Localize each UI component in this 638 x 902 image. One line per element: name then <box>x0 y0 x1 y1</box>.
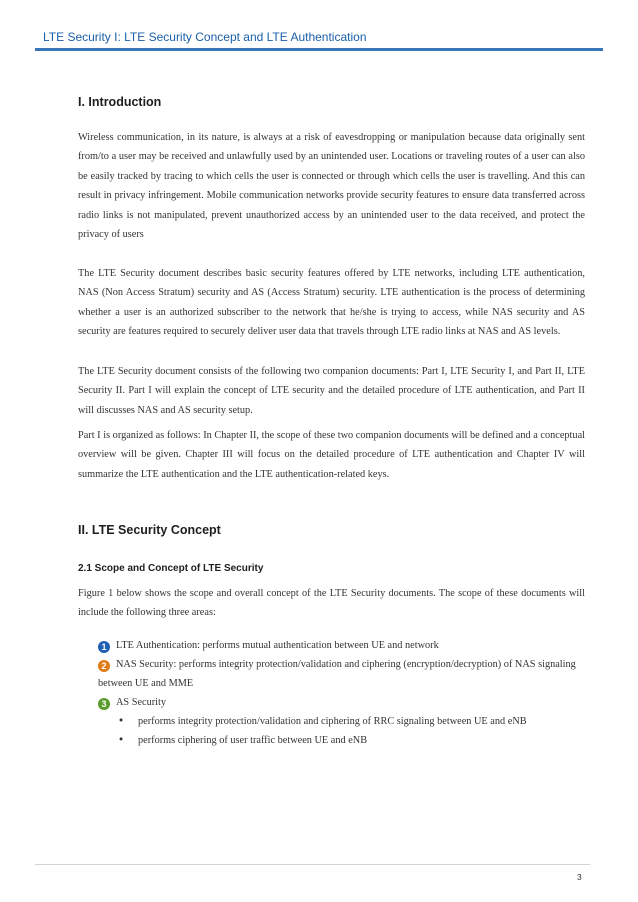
section-heading-security-concept: II. LTE Security Concept <box>78 523 221 537</box>
header-divider <box>35 48 603 51</box>
number-3-icon: 3 <box>98 698 110 710</box>
list-item-text: NAS Security: performs integrity protection/validation and ciphering (encryption/decryption) of NAS signaling between UE and MME <box>98 659 576 690</box>
intro-paragraph-3: The LTE Security document consists of the following two companion documents: Part I, LTE Security I, and Part II, LTE Security II. Part I will explain the concept of LTE security and the detailed procedure of LTE authentication, and Part II will discusses NAS and AS security setup. <box>78 366 585 416</box>
footer-divider <box>35 864 590 865</box>
number-1-icon: 1 <box>98 641 110 653</box>
page-number: 3 <box>577 872 582 882</box>
bullet-text: performs integrity protection/validation and ciphering of RRC signaling between UE and eNB <box>138 716 527 727</box>
list-item-nas-security <box>98 655 578 694</box>
number-2-icon: 2 <box>98 660 110 672</box>
intro-paragraph-2: The LTE Security document describes basic security features offered by LTE networks, including LTE authentication, NAS (Non Access Stratum) security and AS (Access Stratum) security. LTE authentication is the process of determining whether a user is an authorized subscriber to the network that he/she is trying to access, while NAS security and AS security are features required to securely deliver user data that travels through LTE radio links at NAS and AS levels. <box>78 268 585 338</box>
section-heading-introduction: I. Introduction <box>78 95 162 109</box>
scope-paragraph: Figure 1 below shows the scope and overall concept of the LTE Security documents. The scope of these documents will include the following three areas: <box>78 588 585 619</box>
subsection-heading-scope: 2.1 Scope and Concept of LTE Security <box>78 563 264 574</box>
bullet-icon: • <box>118 734 125 746</box>
page-header-title: LTE Security I: LTE Security Concept and LTE Authentication <box>43 30 367 44</box>
bullet-item <box>118 712 588 731</box>
intro-paragraph-1: Wireless communication, in its nature, is always at a risk of eavesdropping or manipulation because data originally sent from/to a user may be received and unlawfully used by an unintended user. Locations or traveling routes of a user can also be easily tracked by tracing to which cells the user is connected or through which cells the user is travelling. And this can result in privacy infringement. Mobile communication networks provide security features to ensure data transferred across radio links is not manipulated, prevent unauthorized access by an unintended user to the data received, and protect the privacy of users <box>78 132 585 241</box>
list-item-lte-authentication <box>98 636 578 655</box>
intro-paragraph-4: Part I is organized as follows: In Chapter II, the scope of these two companion documents will be defined and a conceptual overview will be given. Chapter III will focus on the detailed procedure of LTE authentication and Chapter IV will summarize the LTE authentication and the LTE authentication-related keys. <box>78 430 585 480</box>
list-item-as-security <box>98 693 578 712</box>
bullet-item <box>118 731 588 750</box>
bullet-text: performs ciphering of user traffic between UE and eNB <box>138 735 368 746</box>
list-item-text: AS Security <box>116 697 167 708</box>
list-item-text: LTE Authentication: performs mutual authentication between UE and network <box>116 640 439 651</box>
bullet-icon: • <box>118 715 125 727</box>
